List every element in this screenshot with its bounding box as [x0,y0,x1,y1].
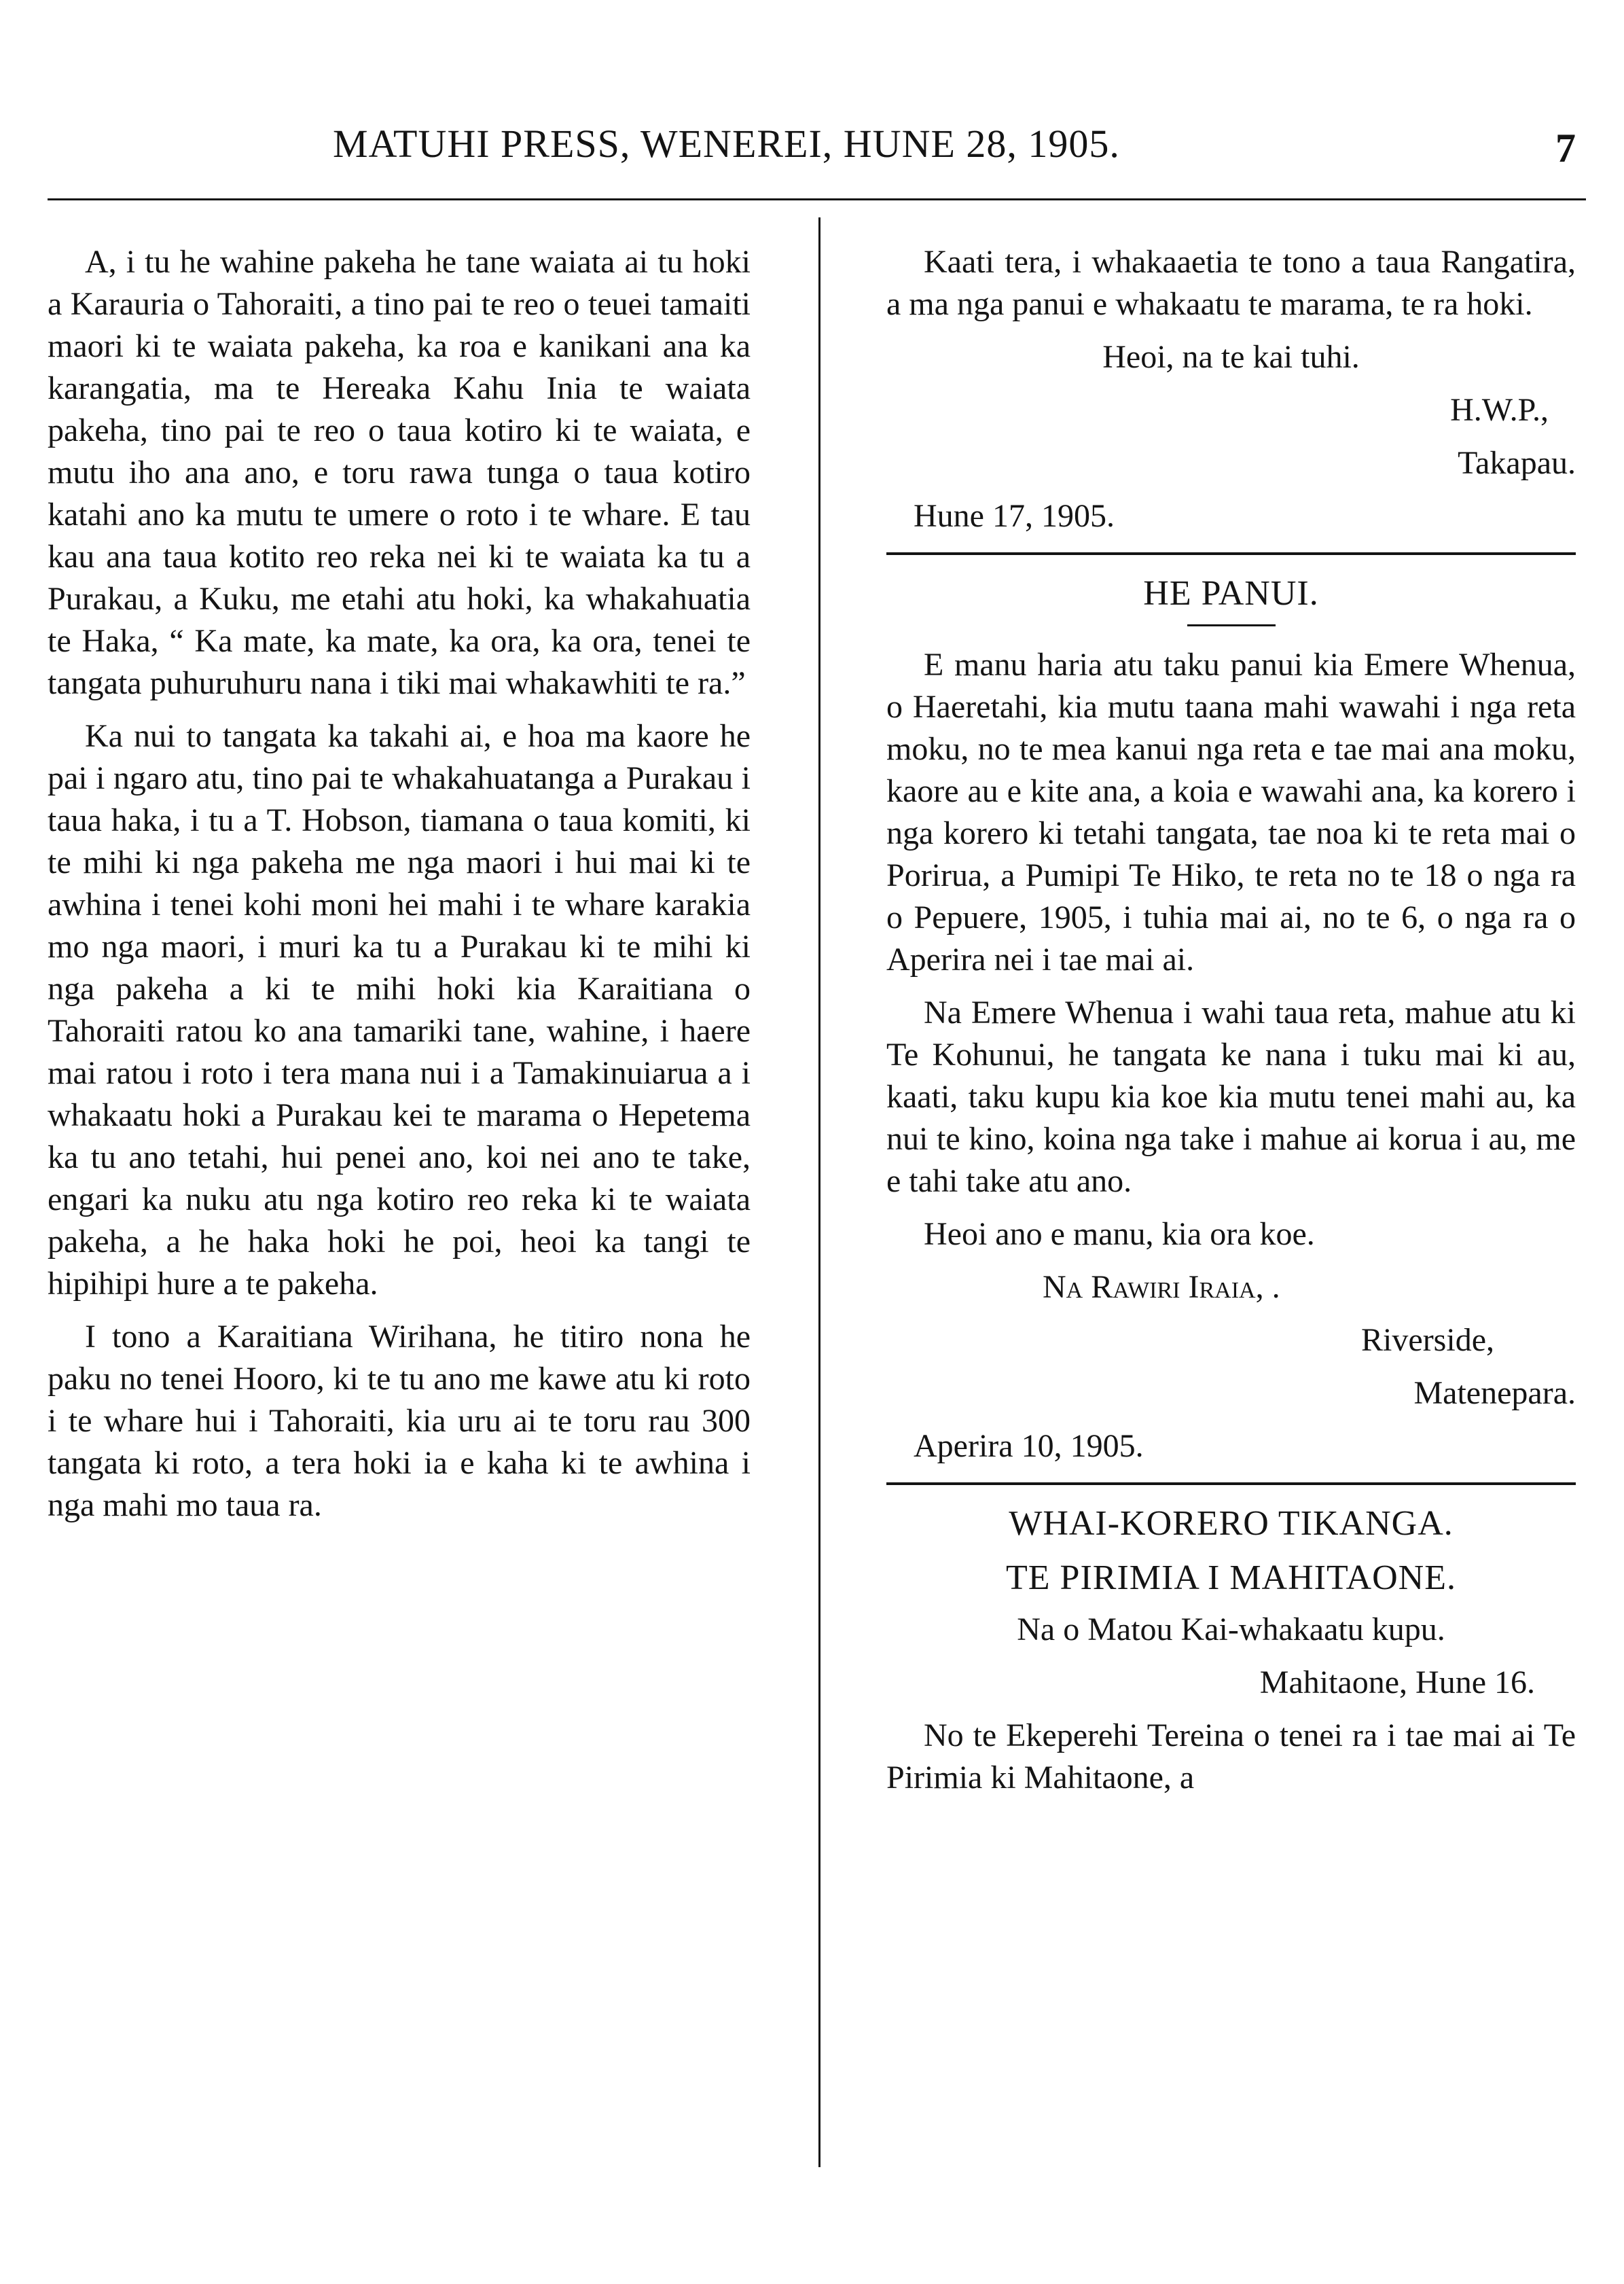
paragraph: I tono a Karaitiana Wirihana, he titiro nona he paku no tenei Hooro, ki te tu ano me kawe atu ki roto i te whare hui i Tahoraiti, kia uru ai te toru rau 300 tangata ki roto, a tera hoki ia e kaha ki te awhina i nga mahi mo taua ra. [48,1319,751,1523]
section-rule [886,552,1576,555]
newspaper-title: MATUHI PRESS, WENEREI, HUNE 28, 1905. [333,122,1120,166]
place: Riverside, [1361,1322,1494,1358]
closing-line: Heoi, na te kai tuhi. [1102,339,1360,375]
right-column [886,241,1576,1810]
header-rule [48,198,1586,200]
place: Matenepara. [1413,1375,1576,1411]
signature: H.W.P., [1450,392,1549,428]
paragraph: Kaati tera, i whakaaetia te tono a taua Rangatira, a ma nga panui e whakaatu te marama, te ra hoki. [886,244,1576,322]
date: Hune 17, 1905. [914,498,1115,534]
notice-heading: HE PANUI. [1143,574,1319,613]
dateline: Mahitaone, Hune 16. [1259,1664,1535,1700]
signature-text: Na Rawiri Iraia, . [1043,1269,1280,1305]
heading-rule [1187,624,1276,626]
paragraph: Na Emere Whenua i wahi taua reta, mahue atu ki Te Kohunui, he tangata ke nana i tuku mai ki au, kaati, taku kupu kia koe kia mutu tenei mahi au, ka nui te kino, koina nga take i mahue ai korua i au, me e tahi take atu ano. [886,995,1576,1199]
column-divider [818,217,820,2167]
place: Takapau. [1458,445,1576,481]
speech-heading: WHAI-KORERO TIKANGA. [1009,1504,1454,1543]
paragraph: No te Ekeperehi Tereina o tenei ra i tae mai ai Te Pirimia ki Mahitaone, a [886,1717,1576,1796]
section-rule [886,1482,1576,1485]
paragraph: A, i tu he wahine pakeha he tane waiata ai tu hoki a Karauria o Tahoraiti, a tino pai te reo o teuei tamaiti maori ki te waiata pakeha, ka roa e kanikani ana ka karangatia, ma te Hereaka Kahu Inia te waiata pakeha, tino pai te reo o taua kotiro ki te waiata, e mutu iho ana ano, e toru rawa tunga o taua kotiro katahi ano ka mutu te umere o roto i te whare. E tau kau ana taua kotito reo reka nei ki te waiata ka tu a Purakau, a Kuku, me etahi atu hoki, ka whakahuatia te Haka, “ Ka mate, ka mate, ka ora, ka ora, tenei te tangata puhuruhuru nana i tiki mai whakawhiti te ra.” [48,244,751,701]
page-number: 7 [1555,126,1576,171]
left-column [48,241,751,1537]
page-header [48,121,1576,196]
paragraph: E manu haria atu taku panui kia Emere Whenua, o Haeretahi, kia mutu taana mahi wawahi i nga reta moku, no te mea kanui nga reta e tae mai ana moku, kaore au e kite ana, a koia e wawahi ana, ka korero i nga korero ki tetahi tangata, tae noa ki te reta mai o Porirua, a Pumipi Te Hiko, te reta no te 18 o nga ra o Pepuere, 1905, i tuhia mai ai, no te 6, o nga ra o Aperira nei i tae mai ai. [886,647,1576,978]
closing-line: Heoi ano e manu, kia ora koe. [924,1216,1315,1252]
speech-subheading: TE PIRIMIA I MAHITAONE. [1006,1558,1456,1597]
paragraph: Ka nui to tangata ka takahi ai, e hoa ma kaore he pai i ngaro atu, tino pai te whakahuatanga a Purakau i taua haka, i tu a T. Hobson, tiamana o taua komiti, ki te mihi ki nga pakeha me nga maori i hui mai ki te awhina i tenei kohi moni hei mahi i te whare karakia mo nga maori, i muri ka tu a Purakau ki te mihi ki nga pakeha a ki te mihi hoki kia Karaitiana o Tahoraiti ratou ko ana tamariki tane, wahine, i haere mai ratou i roto i tera mana nui i a Tamakinuiarua a i whakaatu hoki a Purakau kei te marama o Hepetema ka tu ano tetahi, hui penei ano, koi nei ano te take, engari ka nuku atu nga kotiro reo reka ki te waiata pakeha, a he haka hoki he poi, heoi ka tangi te hipihipi hure a te pakeha. [48,718,751,1302]
byline: Na o Matou Kai-whakaatu kupu. [1017,1611,1445,1647]
date: Aperira 10, 1905. [914,1428,1144,1464]
signature [886,1266,1576,1308]
